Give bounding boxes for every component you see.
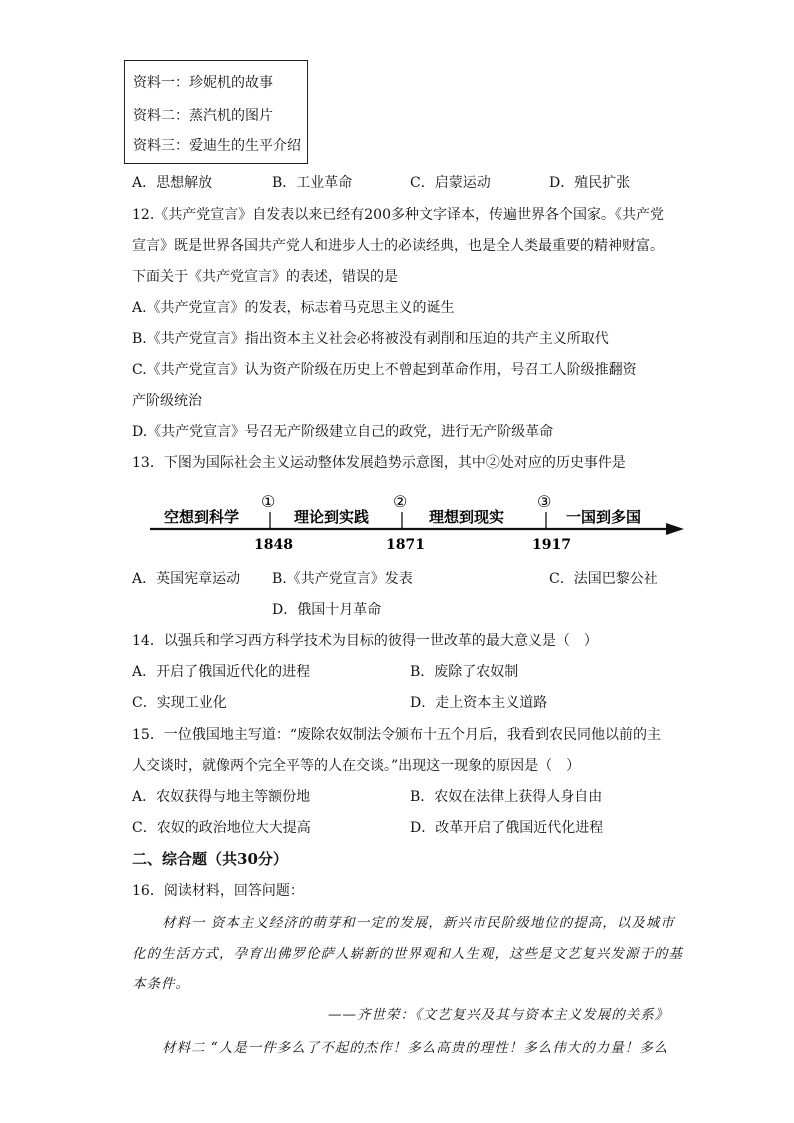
timeline-marker-3: ③ — [537, 492, 552, 511]
q14-option-a[interactable]: A．开启了俄国近代化的进程 — [132, 664, 311, 680]
material-line-3: 资料三：爱迪生的生平介绍 — [133, 138, 301, 154]
q15-option-a[interactable]: A．农奴获得与地主等额份地 — [132, 789, 311, 805]
q14-option-b[interactable]: B．废除了农奴制 — [410, 664, 519, 680]
material2-line-1: 材料二 “人是一件多么了不起的杰作！多么高贵的理性！多么伟大的力量！多么 — [162, 1040, 669, 1056]
timeline-year-2: 1871 — [386, 537, 425, 553]
timeline-year-3: 1917 — [532, 537, 571, 553]
q16-stem: 16．阅读材料，回答问题： — [132, 883, 304, 899]
material1-line-2: 化的生活方式，孕育出佛罗伦萨人崭新的世界观和人生观，这些是文艺复兴发源于的基 — [132, 946, 683, 962]
q13-stem: 13．下图为国际社会主义运动整体发展趋势示意图，其中②处对应的历史事件是 — [132, 455, 626, 471]
q12-option-b[interactable]: B.《共产党宣言》指出资本主义社会必将被没有剥削和压迫的共产主义所取代 — [132, 331, 609, 347]
q11-option-c[interactable]: C．启蒙运动 — [410, 175, 491, 191]
q15-stem-line-1: 15．一位俄国地主写道：“废除农奴制法令颁布十五个月后，我看到农民同他以前的主 — [132, 727, 661, 743]
q14-stem: 14．以强兵和学习西方科学技术为目标的彼得一世改革的最大意义是（ ） — [132, 633, 598, 649]
timeline-marker-1: ① — [261, 492, 276, 511]
q11-option-b[interactable]: B．工业革命 — [272, 175, 353, 191]
q15-option-b[interactable]: B．农奴在法律上获得人身自由 — [410, 789, 603, 805]
section-title: 二、综合题（共30分） — [132, 850, 288, 868]
q12-stem-line-3: 下面关于《共产党宣言》的表述，错误的是 — [132, 269, 398, 285]
timeline-segment-3: 理想到现实 — [429, 508, 505, 526]
material-box — [124, 60, 308, 164]
material1-citation: ——齐世荣：《文艺复兴及其与资本主义发展的关系》 — [328, 1007, 670, 1023]
q15-stem-line-2: 人交谈时，就像两个完全平等的人在交谈。”出现这一现象的原因是（ ） — [132, 758, 581, 774]
q14-option-d[interactable]: D．走上资本主义道路 — [410, 695, 548, 711]
timeline-marker-2: ② — [393, 492, 408, 511]
q12-stem-line-1: 12.《共产党宣言》自发表以来已经有200多种文字译本，传遍世界各个国家。《共产党 — [132, 207, 664, 223]
timeline-arrowhead — [666, 523, 684, 535]
timeline-diagram — [150, 488, 690, 558]
q12-stem-line-2: 宣言》既是世界各国共产党人和进步人士的必读经典，也是全人类最重要的精神财富。 — [132, 238, 664, 254]
q12-option-c[interactable]: C.《共产党宣言》认为资产阶级在历史上不曾起到革命作用，号召工人阶级推翻资 — [132, 362, 637, 378]
timeline-year-1: 1848 — [254, 537, 293, 553]
material1-line-1: 材料一 资本主义经济的萌芽和一定的发展，新兴市民阶级地位的提高，以及城市 — [162, 915, 675, 931]
timeline-segment-2: 理论到实践 — [294, 508, 370, 526]
q15-option-d[interactable]: D．改革开启了俄国近代化进程 — [410, 820, 604, 836]
material-line-1: 资料一：珍妮机的故事 — [133, 75, 273, 91]
q12-option-d[interactable]: D.《共产党宣言》号召无产阶级建立自己的政党，进行无产阶级革命 — [132, 424, 554, 440]
timeline-segment-4: 一国到多国 — [566, 508, 642, 526]
q12-option-c-cont: 产阶级统治 — [132, 393, 202, 409]
q13-option-a[interactable]: A．英国宪章运动 — [132, 571, 241, 587]
q11-option-a[interactable]: A．思想解放 — [132, 175, 213, 191]
q13-option-c[interactable]: C．法国巴黎公社 — [549, 571, 658, 587]
material-line-2: 资料二：蒸汽机的图片 — [133, 108, 273, 124]
timeline-segment-1: 空想到科学 — [164, 508, 240, 526]
q11-option-d[interactable]: D．殖民扩张 — [549, 175, 631, 191]
q13-option-d[interactable]: D．俄国十月革命 — [272, 602, 382, 618]
q15-option-c[interactable]: C．农奴的政治地位大大提高 — [132, 820, 311, 836]
q13-option-b[interactable]: B.《共产党宣言》发表 — [272, 571, 413, 587]
q12-option-a[interactable]: A.《共产党宣言》的发表，标志着马克思主义的诞生 — [132, 300, 455, 316]
q14-option-c[interactable]: C．实现工业化 — [132, 695, 227, 711]
material1-line-3: 本条件。 — [132, 976, 190, 992]
